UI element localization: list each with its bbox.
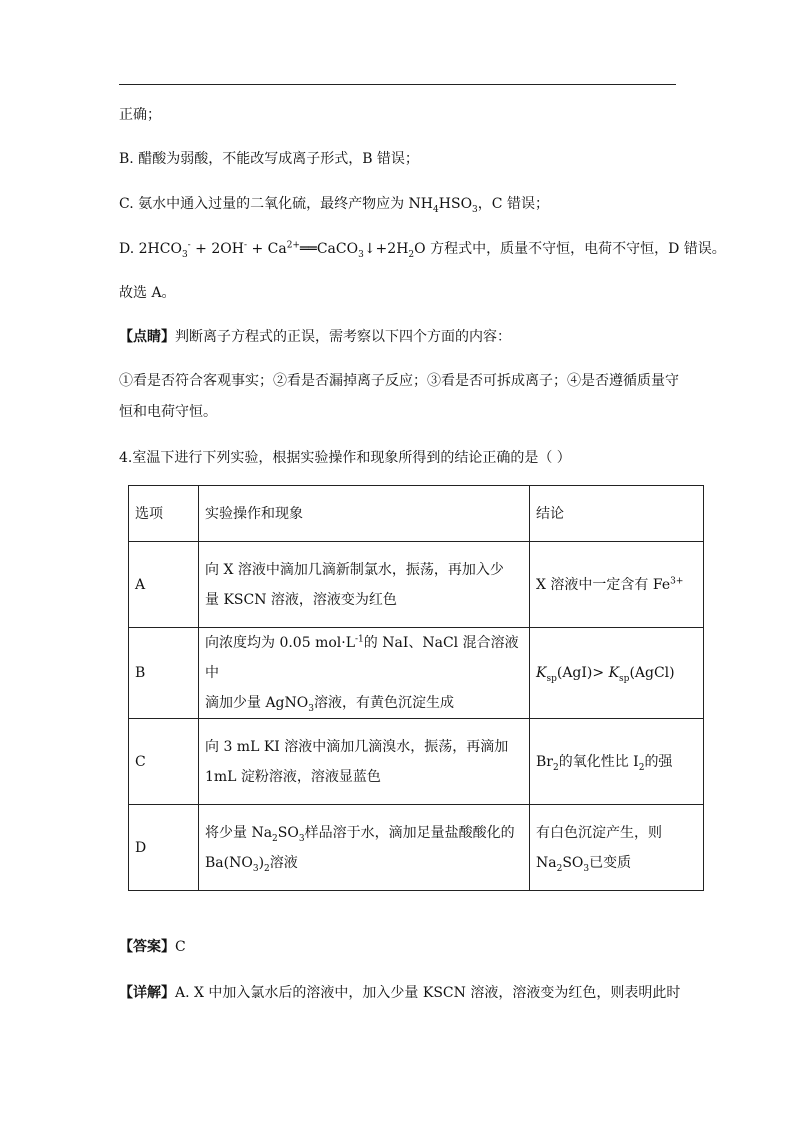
option-cell: B [129, 628, 199, 719]
text-span: ══CaCO [299, 241, 359, 257]
text-span: B. 醋酸为弱酸，不能改写成离子形式，B 错误； [119, 151, 419, 167]
text-span: + Ca [247, 241, 287, 257]
text-span: 的强 [644, 753, 673, 770]
subscript: 3 [181, 249, 188, 260]
cell-text: X 溶液中一定含有 Fe [536, 576, 671, 593]
text-span: 溶液，有黄色沉淀生成 [313, 695, 454, 711]
table-header-row [129, 486, 704, 542]
text-span: D. 2HCO [119, 241, 182, 257]
text-span: 已变质 [589, 854, 632, 871]
section-label: 【详解】 [119, 985, 175, 1001]
text-line [119, 402, 217, 422]
text-span: Na [536, 854, 557, 871]
text-line [119, 194, 549, 214]
table-header-cell: 实验操作和现象 [199, 486, 530, 542]
text-line [119, 371, 679, 391]
cell-text: 量 KSCN 溶液，溶液变为红色 [205, 591, 397, 608]
subscript: 4 [433, 204, 439, 215]
subscript: 2 [272, 833, 278, 844]
table-row [129, 542, 704, 628]
header-rule [119, 84, 676, 85]
table-row [129, 628, 704, 719]
operation-cell [199, 719, 530, 805]
italic-symbol: K [608, 665, 620, 681]
text-line [119, 327, 511, 347]
cell-text [536, 848, 697, 878]
conclusion-cell [530, 542, 704, 628]
text-span: ，C 错误； [477, 196, 549, 212]
subscript: 3 [252, 863, 259, 874]
text-line [119, 239, 726, 259]
text-span: (AgI)> [556, 665, 609, 681]
text-span: 4.室温下进行下列实验，根据实验操作和现象所得到的结论正确的是（ ） [119, 450, 571, 466]
superscript: 3+ [670, 575, 684, 586]
italic-symbol: K [536, 665, 547, 681]
text-span: A. X 中加入氯水后的溶液中，加入少量 KSCN 溶液，溶液变为红色，则表明此时 [175, 985, 681, 1001]
table-header-cell: 选项 [129, 486, 199, 542]
text-span: 样品溶于水，滴加足量盐酸酸化的 [304, 824, 515, 841]
text-line [119, 149, 419, 169]
text-span: SO [277, 824, 299, 841]
cell-text: 向 3 mL KI 溶液中滴加几滴溴水，振荡，再滴加 [205, 738, 509, 755]
text-span: 正确； [119, 107, 161, 123]
text-line [119, 283, 176, 303]
table-row [129, 805, 704, 891]
subscript: 2 [264, 863, 270, 874]
text-span: 故选 A。 [119, 285, 176, 301]
subscript: 2 [552, 762, 559, 773]
text-span: Ba(NO [205, 854, 253, 871]
option-cell: A [129, 542, 199, 628]
text-span: + 2OH [190, 241, 244, 257]
subscript: 2 [556, 863, 563, 874]
text-span: 判断离子方程式的正误，需考察以下四个方面的内容： [175, 329, 511, 345]
detail-line [119, 983, 680, 1003]
text-span: 的 NaI、NaCl 混合溶液中 [205, 635, 519, 681]
operation-cell [199, 628, 530, 719]
text-line [119, 105, 161, 125]
cell-text [205, 628, 523, 688]
answer-line [119, 937, 186, 957]
text-span: 将少量 Na [205, 824, 273, 841]
text-span: O 方程式中，质量不守恒，电荷不守恒，D 错误。 [414, 241, 726, 257]
table-row [129, 719, 704, 805]
conclusion-cell [530, 805, 704, 891]
option-cell: D [129, 805, 199, 891]
table-header-cell: 结论 [530, 486, 704, 542]
option-cell: C [129, 719, 199, 805]
text-span: Br [536, 753, 553, 770]
answer-value: C [175, 939, 186, 955]
subscript: 3 [358, 249, 364, 260]
question-title [119, 448, 571, 468]
subscript: 3 [472, 204, 478, 215]
text-span: C. 氨水中通入过量的二氧化硫，最终产物应为 NH [119, 196, 434, 212]
conclusion-cell [530, 719, 704, 805]
subscript: 3 [583, 863, 590, 874]
operation-cell [199, 542, 530, 628]
subscript: sp [619, 673, 630, 684]
cell-text: 1mL 淀粉溶液，溶液显蓝色 [205, 768, 381, 785]
subscript: 2 [408, 249, 415, 260]
text-span: ) [258, 854, 265, 871]
conclusion-cell [530, 628, 704, 719]
text-span: ①看是否符合客观事实；②看是否漏掉离子反应；③看是否可拆成离子；④是否遵循质量守 [119, 373, 679, 389]
superscript: -1 [355, 634, 364, 645]
section-label: 【点睛】 [119, 329, 175, 345]
text-span: 恒和电荷守恒。 [119, 404, 217, 420]
text-span: ↓+2H [363, 241, 409, 257]
cell-text [205, 848, 523, 878]
superscript: - [187, 240, 191, 251]
text-span: HSO [438, 196, 473, 212]
cell-text: 向 X 溶液中滴加几滴新制氯水，振荡，再加入少 [205, 561, 504, 578]
superscript: - [243, 240, 247, 251]
section-label: 【答案】 [119, 939, 175, 955]
text-span: 溶液 [269, 854, 298, 871]
text-span: (AgCl) [629, 665, 675, 681]
subscript: 3 [308, 703, 314, 714]
superscript: 2+ [286, 240, 300, 251]
operation-cell [199, 805, 530, 891]
subscript: sp [546, 673, 557, 684]
subscript: 3 [298, 833, 305, 844]
cell-text [205, 688, 523, 718]
text-span: 向浓度均为 0.05 mol·L [205, 635, 356, 651]
experiment-table [128, 485, 704, 891]
text-span: 的氧化性比 I [558, 753, 639, 770]
subscript: 2 [638, 762, 645, 773]
text-span: SO [562, 854, 584, 871]
cell-text: 有白色沉淀产生，则 [536, 824, 662, 841]
cell-text [205, 818, 523, 848]
text-span: 滴加少量 AgNO [205, 695, 309, 711]
